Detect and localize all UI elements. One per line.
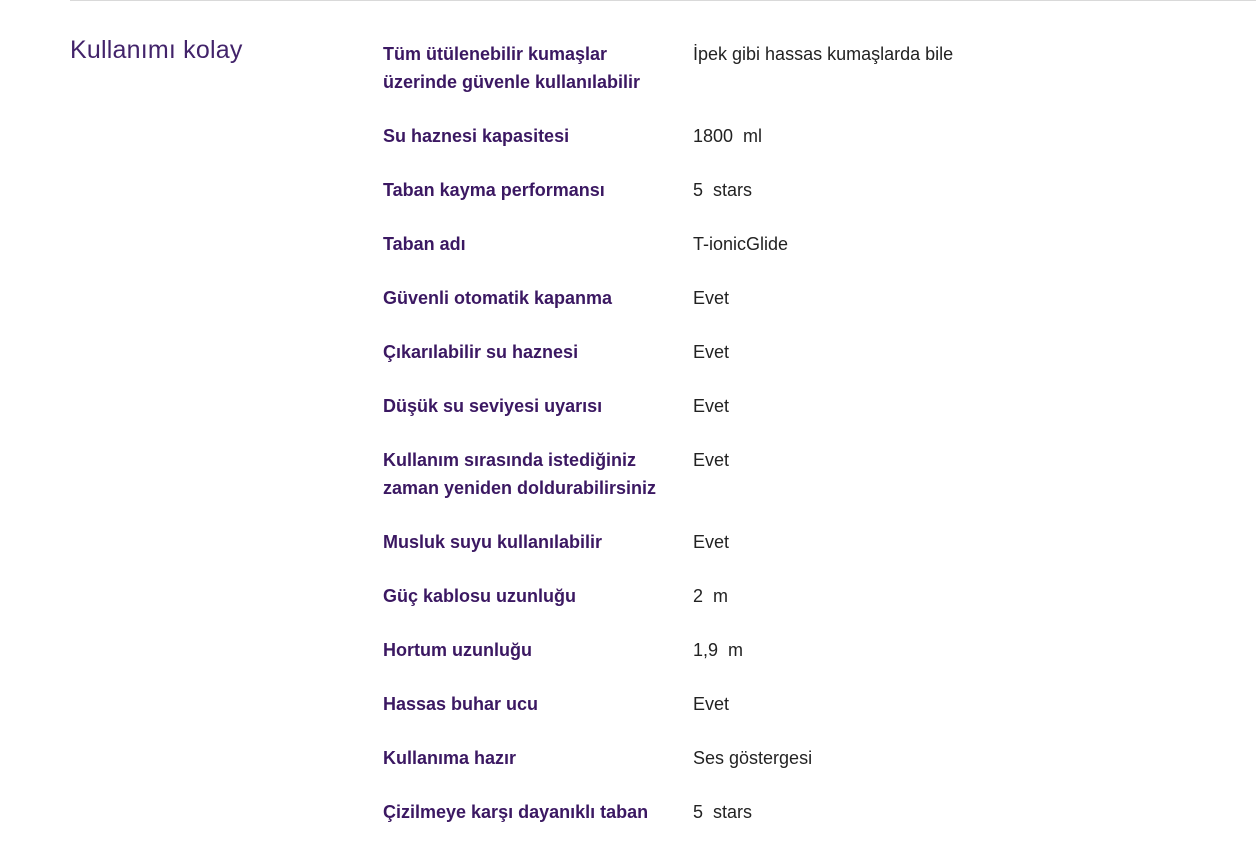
spec-label: Hortum uzunluğu: [383, 640, 532, 660]
spec-label: Su haznesi kapasitesi: [383, 126, 570, 146]
spec-row: [383, 798, 1203, 826]
spec-label: Güç kablosu uzunluğu: [383, 586, 576, 606]
spec-label: Çıkarılabilir su haznesi: [383, 342, 579, 362]
spec-value: Evet: [693, 396, 730, 416]
spec-row: [383, 636, 1203, 664]
spec-label: Hassas buhar ucu: [383, 694, 539, 714]
spec-label: Taban adı: [383, 234, 466, 254]
section-title: Kullanımı kolay: [70, 36, 243, 64]
spec-value: 1800 ml: [693, 126, 763, 146]
spec-value: Evet: [693, 694, 730, 714]
spec-row: [383, 338, 1203, 366]
spec-row: [383, 284, 1203, 312]
spec-value: İpek gibi hassas kumaşlarda bile: [693, 44, 954, 64]
spec-label: Tüm ütülenebilir kumaşlar üzerinde güvenle kullanılabilir: [383, 44, 641, 92]
spec-label: Musluk suyu kullanılabilir: [383, 532, 603, 552]
spec-label: Çizilmeye karşı dayanıklı taban: [383, 802, 649, 822]
spec-label: Düşük su seviyesi uyarısı: [383, 396, 603, 416]
spec-value: 5 stars: [693, 180, 753, 200]
spec-row: [383, 528, 1203, 556]
spec-value: 1,9 m: [693, 640, 744, 660]
spec-value: T-ionicGlide: [693, 234, 789, 254]
spec-label: Kullanıma hazır: [383, 748, 517, 768]
spec-row: [383, 690, 1203, 718]
spec-row: [383, 230, 1203, 258]
spec-value: Evet: [693, 450, 730, 470]
spec-label: Kullanım sırasında istediğiniz zaman yeniden doldurabilirsiniz: [383, 450, 657, 498]
spec-value: Evet: [693, 288, 730, 308]
spec-table: [383, 40, 1203, 843]
spec-row: [383, 176, 1203, 204]
section-divider: [70, 0, 1256, 1]
spec-row: [383, 744, 1203, 772]
spec-label: Taban kayma performansı: [383, 180, 605, 200]
spec-value: 2 m: [693, 586, 729, 606]
spec-row: [383, 40, 1203, 96]
spec-value: Evet: [693, 532, 730, 552]
spec-row: [383, 446, 1203, 502]
spec-row: [383, 392, 1203, 420]
spec-row: [383, 582, 1203, 610]
spec-value: Ses göstergesi: [693, 748, 813, 768]
spec-label: Güvenli otomatik kapanma: [383, 288, 613, 308]
spec-row: [383, 122, 1203, 150]
spec-value: 5 stars: [693, 802, 753, 822]
spec-value: Evet: [693, 342, 730, 362]
